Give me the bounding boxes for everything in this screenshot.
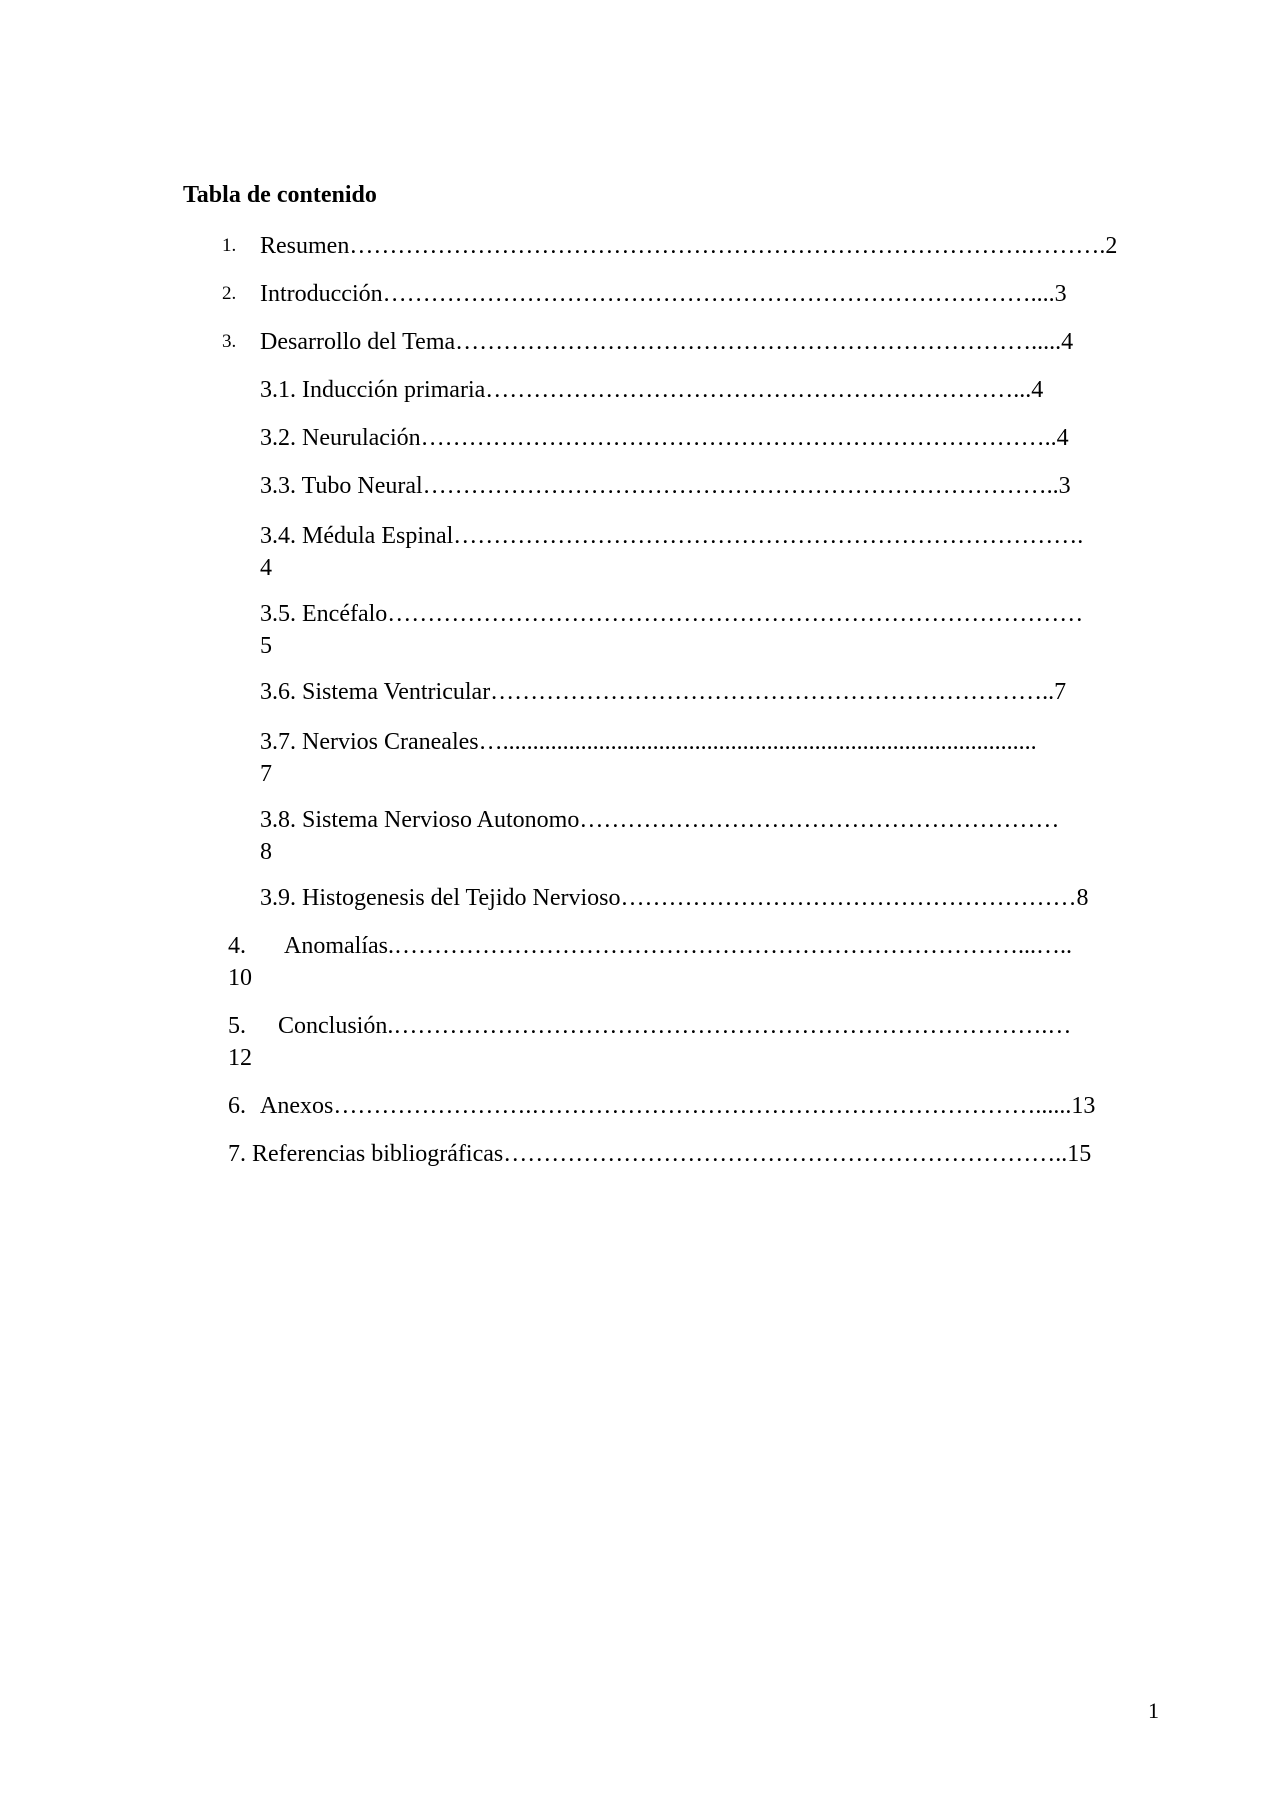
toc-entry-page-number: 7 <box>260 761 272 787</box>
toc-entry-page-number: 10 <box>228 965 252 991</box>
toc-entry-text: 3.8. Sistema Nervioso Autonomo…………………………………………………… <box>260 807 1060 833</box>
toc-entry-referencias[interactable] <box>228 1138 1168 1170</box>
toc-entry-text: Anomalías.……………………………………………………………………...….. <box>284 933 1072 959</box>
toc-entry-number: 6. <box>228 1093 246 1119</box>
toc-title: Tabla de contenido <box>183 182 377 208</box>
toc-entry-number: 1. <box>222 235 237 256</box>
toc-entry-text: 7. Referencias bibliográficas……………………………………………………………..15 <box>228 1141 1092 1167</box>
toc-entry-text: 3.9. Histogenesis del Tejido Nervioso…………………………………………………8 <box>260 885 1089 911</box>
toc-entry-page-number: 5 <box>260 633 272 659</box>
toc-entry-text: Anexos…………………….………………………………………………………......13 <box>260 1093 1096 1119</box>
toc-entry-text: 3.7. Nervios Craneales…......................................................................................... <box>260 729 1037 755</box>
toc-entry-nervios-craneales[interactable] <box>260 726 1160 790</box>
toc-entry-encefalo[interactable] <box>260 598 1160 662</box>
toc-entry-conclusion[interactable] <box>228 1010 1168 1074</box>
toc-entry-text: Introducción………………………………………………………………………....3 <box>260 281 1067 307</box>
toc-entry-text: Resumen………………………………………………………………………….……….2 <box>260 233 1118 259</box>
toc-entry-medula-espinal[interactable] <box>260 520 1160 584</box>
toc-entry-number: 4. <box>228 933 246 959</box>
toc-entry-resumen[interactable] <box>0 230 1280 262</box>
toc-entry-anomalias[interactable] <box>228 930 1168 994</box>
toc-entry-page-number: 8 <box>260 839 272 865</box>
toc-entry-page-number: 12 <box>228 1045 252 1071</box>
toc-entry-neurulacion[interactable] <box>260 422 1160 454</box>
toc-entry-text: Conclusión.……………………………………………………………………….… <box>278 1013 1072 1039</box>
toc-entry-induccion-primaria[interactable] <box>260 374 1160 406</box>
toc-entry-number: 5. <box>228 1013 246 1039</box>
toc-entry-text: 3.2. Neurulación……………………………………………………………………..4 <box>260 425 1069 451</box>
toc-entry-text: 3.4. Médula Espinal……………………………………………………………………. <box>260 523 1084 549</box>
toc-entry-text: 3.3. Tubo Neural……………………………………………………………………..3 <box>260 473 1071 499</box>
toc-entry-page-number: 4 <box>260 555 272 581</box>
toc-entry-sistema-nervioso-autonomo[interactable] <box>260 804 1160 868</box>
toc-entry-sistema-ventricular[interactable] <box>260 676 1160 708</box>
toc-entry-text: 3.1. Inducción primaria…………………………………………………………...4 <box>260 377 1044 403</box>
toc-entry-number: 3. <box>222 331 237 352</box>
toc-entry-text: 3.5. Encéfalo…………………………………………………………………………… <box>260 601 1084 627</box>
toc-entry-tubo-neural[interactable] <box>260 470 1160 502</box>
toc-entry-histogenesis[interactable] <box>260 882 1160 914</box>
toc-entry-text: Desarrollo del Tema……………………………………………………………….....4 <box>260 329 1074 355</box>
toc-entry-anexos[interactable] <box>228 1090 1168 1122</box>
toc-entry-introduccion[interactable] <box>0 278 1280 310</box>
toc-entry-desarrollo[interactable] <box>0 326 1280 358</box>
toc-entry-text: 3.6. Sistema Ventricular……………………………………………………………..7 <box>260 679 1067 705</box>
page-number: 1 <box>1148 1698 1159 1723</box>
toc-entry-number: 2. <box>222 283 237 304</box>
